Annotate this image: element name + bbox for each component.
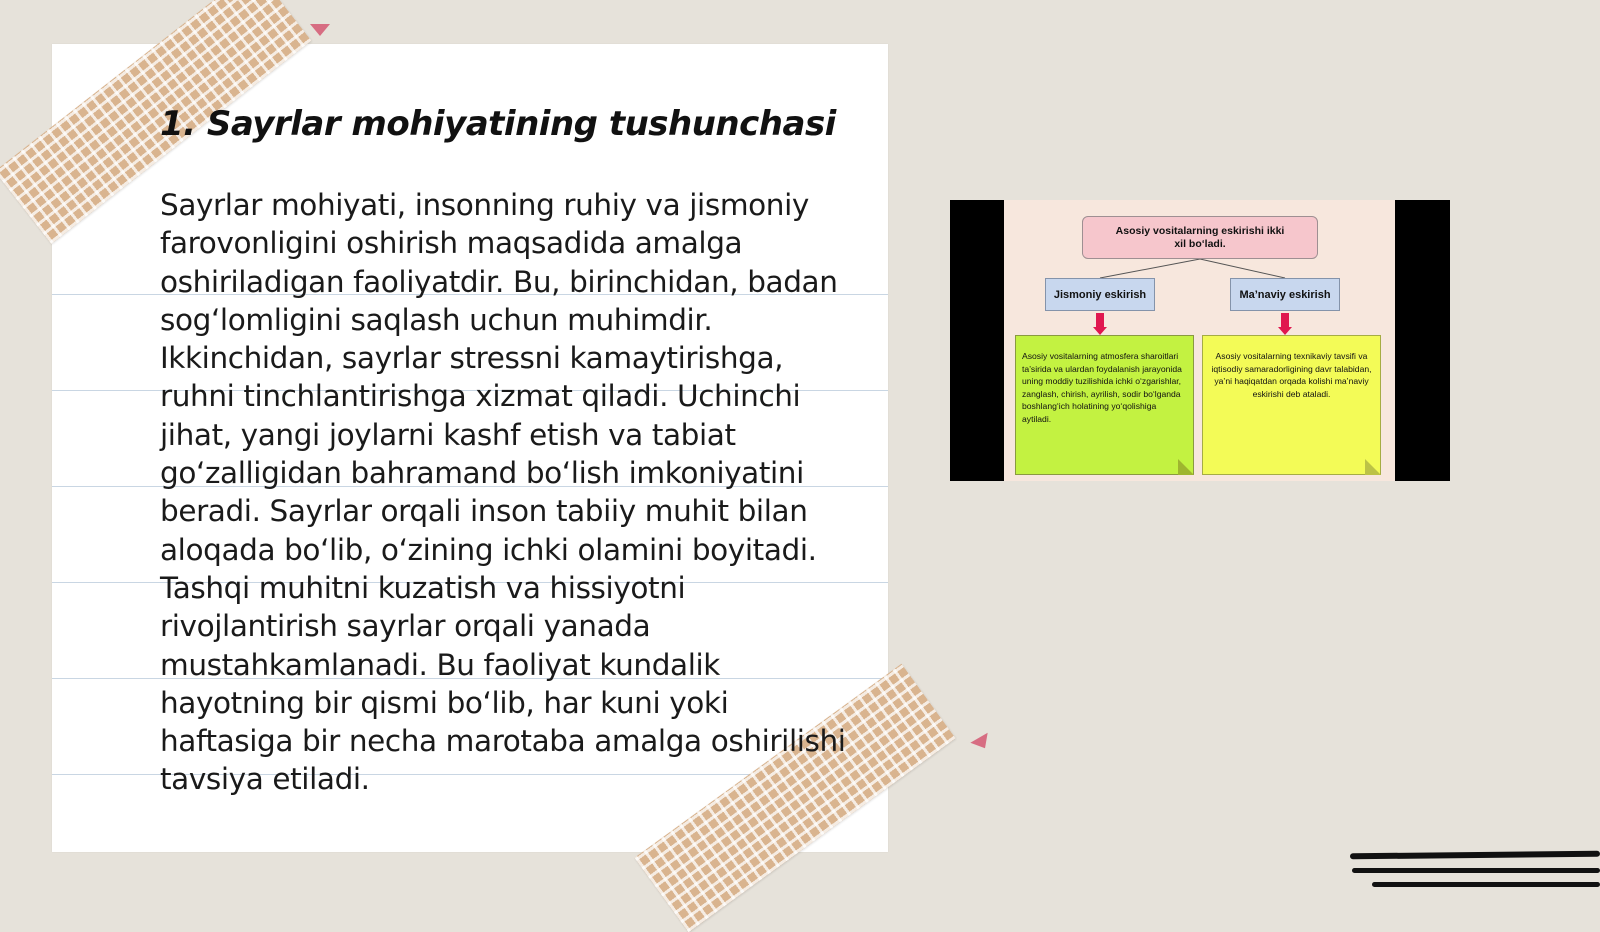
- slide-body-text: Sayrlar mohiyati, insonning ruhiy va jismoniy farovonligini oshirish maqsadida amalga oshiriladigan faoliyatdir. Bu, birinchidan, badan sog‘lomligini saqlash uchun muhimdir. Ikkinchidan, sayrlar stressni kamaytirishga, ruhni tinchlantirishga xizmat qiladi. Uchinchi jihat, yangi joylarni kashf etish va tabiat go‘zalligidan bahramand bo‘lish imkoniyatini beradi. Sayrlar orqali inson tabiiy muhit bilan aloqada bo‘lib, o‘zining ichki olamini boyitadi. Tashqi muhitni kuzatish va hissiyotni rivojlantirish sayrlar orqali yanada mustahkamlanadi. Bu faoliyat kundalik hayotning bir qismi bo‘lib, har kuni yoki haftasiga bir necha marotaba amalga oshirilishi tavsiya etiladi.: [160, 188, 846, 797]
- slide-title: 1. Sayrlar mohiyatining tushunchasi: [160, 104, 836, 144]
- note-fold: [1178, 459, 1194, 475]
- diagram-top-box: Asosiy vositalarning eskirishi ikki xil bo‘ladi.: [1082, 216, 1318, 259]
- tape-tip-top: [310, 24, 330, 36]
- brush-stroke: [1372, 882, 1600, 887]
- diagram-right-note-text: Asosiy vositalarning texnikaviy tavsifi va iqtisodiy samaradorligining davr talabidan, ya’ni haqiqatdan orqada kolishi ma’naviy eskirishi deb ataladi.: [1211, 351, 1372, 399]
- diagram-right-branch: Ma’naviy eskirish: [1230, 278, 1340, 311]
- diagram-right-note: [1202, 335, 1381, 475]
- brush-stroke: [1352, 868, 1600, 873]
- tape-tip-bottom: [970, 733, 993, 753]
- diagram-left-branch: Jismoniy eskirish: [1045, 278, 1155, 311]
- eskirish-diagram-image: [950, 200, 1450, 481]
- down-arrow-icon: [1096, 313, 1104, 329]
- diagram-canvas: [1004, 200, 1395, 481]
- brush-stroke: [1350, 851, 1600, 860]
- note-fold: [1365, 459, 1381, 475]
- diagram-left-note: [1015, 335, 1194, 475]
- diagram-left-note-text: Asosiy vositalarning atmosfera sharoitlari ta’sirida va ulardan foydalanish jarayonida uning moddiy tuzilishida ichki o‘zgarishlar, zanglash, chirish, ayrilish, sodir bo‘lganda boshlang‘ich holatining yo‘qolishiga aytiladi.: [1022, 351, 1182, 424]
- down-arrow-icon: [1281, 313, 1289, 329]
